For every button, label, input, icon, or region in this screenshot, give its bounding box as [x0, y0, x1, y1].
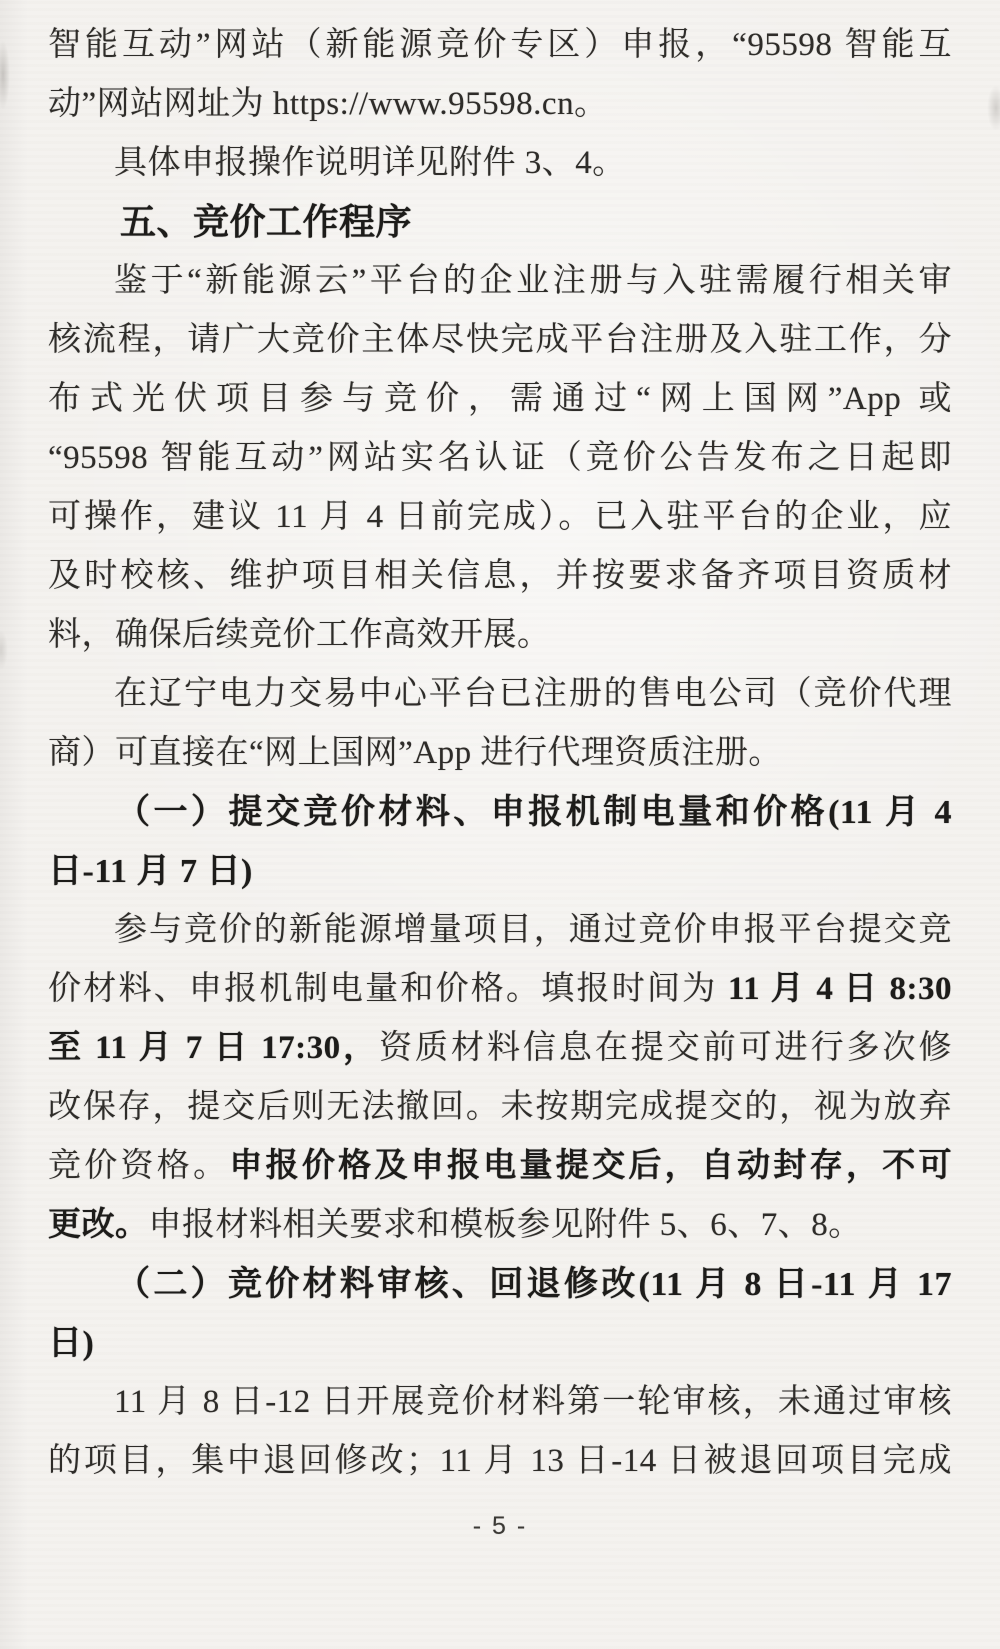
text-line [48, 1373, 952, 1432]
bold-text-run: 至 11 月 7 日 17:30， [48, 1030, 380, 1066]
text-line [48, 311, 952, 370]
text-line [48, 665, 952, 724]
text-run: 申报材料相关要求和模板参见附件 5、6、7、8。 [148, 1207, 862, 1243]
bold-text-run: 11 月 4 日 8:30 [727, 971, 953, 1007]
text-line [48, 252, 952, 311]
heading-line [48, 842, 952, 901]
text-run: 料，确保后续竞价工作高效开展。 [48, 617, 551, 653]
text-run: 布式光伏项目参与竞价，需通过“网上国网”App 或 [48, 381, 952, 417]
text-line [48, 1137, 952, 1196]
bold-text-run: 日) [48, 1325, 95, 1362]
text-run: 智能互动”网站（新能源竞价专区）申报，“95598 智能互 [48, 27, 952, 63]
heading-line [48, 783, 952, 842]
text-run: 资质材料信息在提交前可进行多次修 [379, 1030, 953, 1066]
text-run: 动”网站网址为 https://www.95598.cn。 [48, 86, 608, 122]
text-line [48, 724, 952, 783]
text-line [48, 429, 952, 488]
text-line [48, 606, 952, 665]
page-footer [48, 1501, 952, 1551]
document-body [48, 16, 952, 1491]
bold-text-run: 五、竞价工作程序 [120, 202, 413, 242]
scan-artifact [987, 85, 1000, 131]
text-line [48, 1196, 952, 1255]
text-line [48, 960, 952, 1019]
text-run: 核流程，请广大竞价主体尽快完成平台注册及入驻工作，分 [48, 322, 952, 358]
scan-artifact [0, 630, 8, 670]
text-run: 可操作，建议 11 月 4 日前完成）。已入驻平台的企业，应 [48, 499, 952, 535]
heading-line [48, 1255, 952, 1314]
text-line [48, 1432, 952, 1491]
bold-text-run: 申报价格及申报电量提交后，自动封存，不可 [229, 1148, 953, 1184]
bold-text-run: 日-11 月 7 日) [48, 853, 253, 890]
bold-text-run: （二）竞价材料审核、回退修改(11 月 8 日-11 月 17 [116, 1266, 952, 1303]
text-run: 商）可直接在“网上国网”App 进行代理资质注册。 [48, 735, 782, 771]
text-line [48, 370, 952, 429]
page-number: - 5 - [472, 1512, 528, 1540]
text-line [48, 901, 952, 960]
text-run: 具体申报操作说明详见附件 3、4。 [114, 145, 626, 181]
text-line [48, 75, 952, 134]
text-line [48, 16, 952, 75]
text-line [48, 547, 952, 606]
text-line [48, 1019, 952, 1078]
text-run: 改保存，提交后则无法撤回。未按期完成提交的，视为放弃 [48, 1089, 952, 1125]
bold-text-run: 更改。 [48, 1207, 149, 1243]
text-run: 价材料、申报机制电量和价格。填报时间为 [48, 971, 728, 1007]
text-run: “95598 智能互动”网站实名认证（竞价公告发布之日起即 [48, 440, 952, 476]
text-run: 参与竞价的新能源增量项目，通过竞价申报平台提交竞 [114, 912, 952, 948]
text-run: 的项目，集中退回修改；11 月 13 日-14 日被退回项目完成 [48, 1443, 952, 1479]
text-run: 11 月 8 日-12 日开展竞价材料第一轮审核，未通过审核 [114, 1384, 952, 1420]
scan-artifact [0, 40, 10, 110]
text-run: 竞价资格。 [48, 1148, 230, 1184]
text-line [48, 488, 952, 547]
heading-line [48, 1314, 952, 1373]
text-line [48, 134, 952, 193]
text-line [48, 1078, 952, 1137]
bold-text-run: （一）提交竞价材料、申报机制电量和价格(11 月 4 [116, 794, 952, 831]
text-run: 在辽宁电力交易中心平台已注册的售电公司（竞价代理 [114, 676, 952, 712]
text-run: 鉴于“新能源云”平台的企业注册与入驻需履行相关审 [114, 263, 952, 299]
heading-line [48, 193, 952, 252]
text-run: 及时校核、维护项目相关信息，并按要求备齐项目资质材 [48, 558, 952, 594]
